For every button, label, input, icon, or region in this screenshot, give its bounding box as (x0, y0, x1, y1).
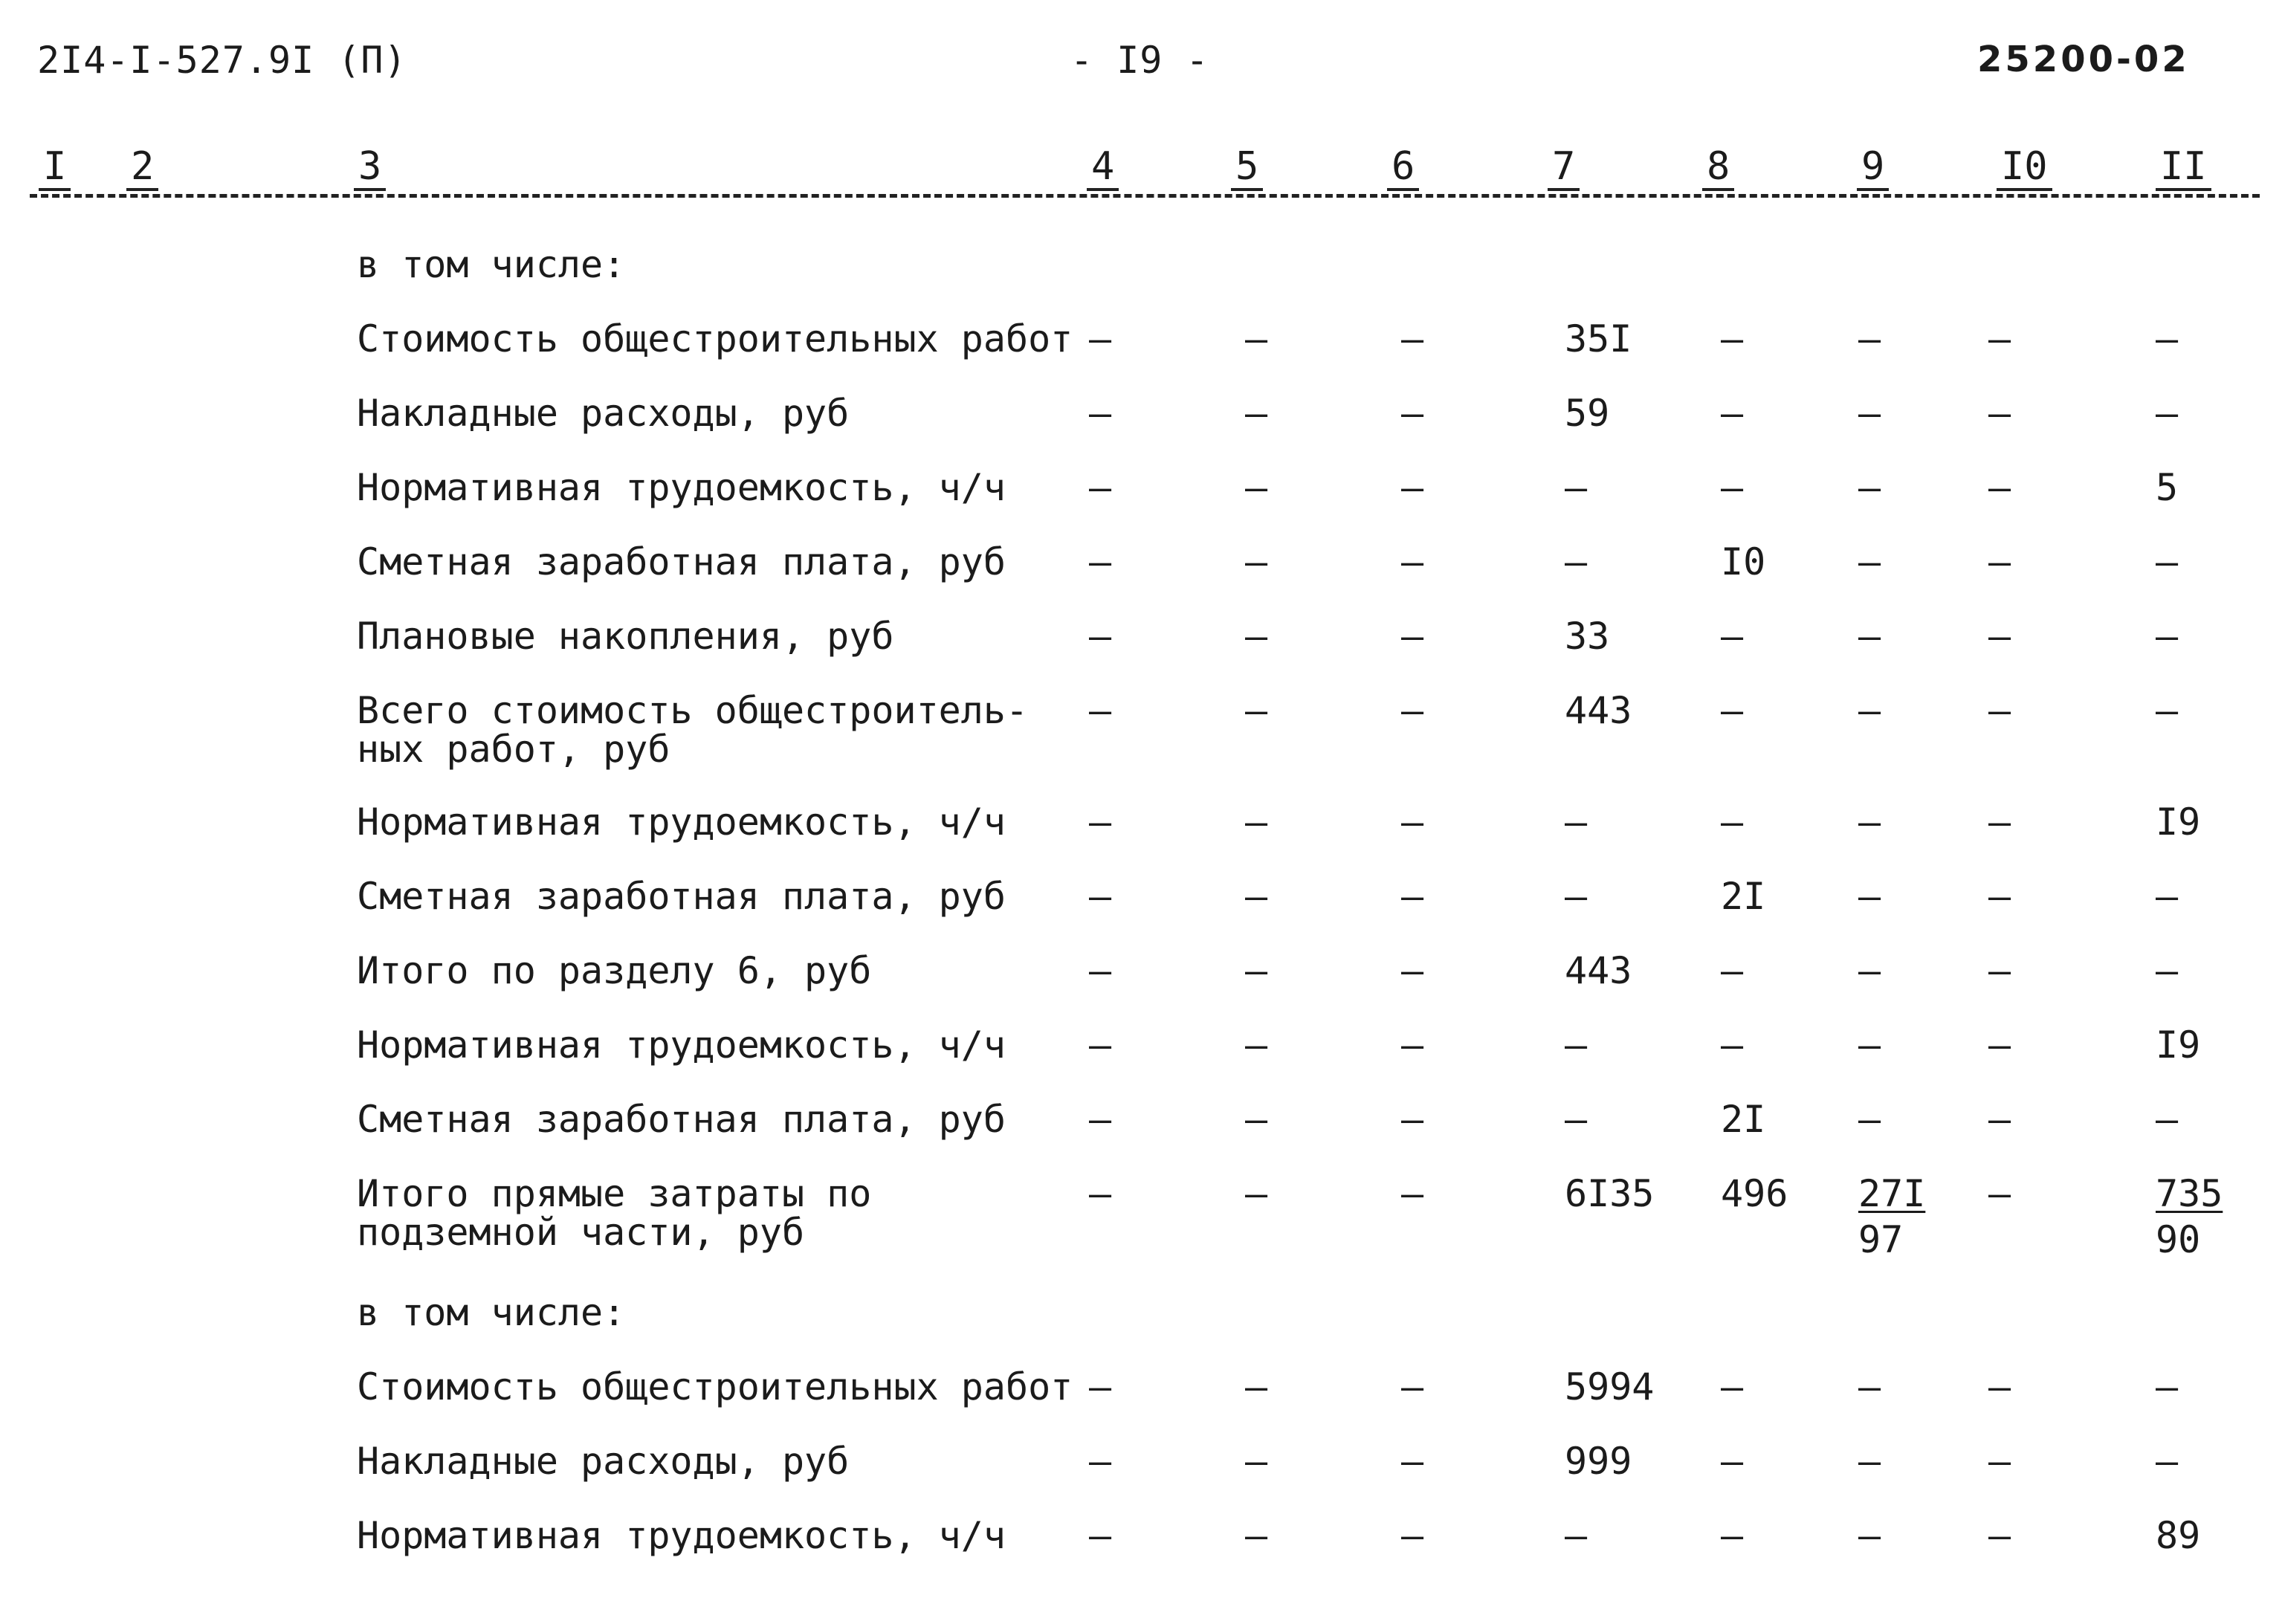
row-label: Итого прямые затраты по подземной части, руб (357, 1172, 872, 1254)
table-cell-col-5: – (1245, 615, 1268, 658)
table-cell-col-6: – (1401, 1514, 1424, 1557)
row-label: Стоимость общестроительных работ (357, 317, 1073, 360)
table-cell-col-9: – (1858, 1023, 1881, 1067)
table-cell-col-7: – (1565, 466, 1588, 509)
table-cell-col-7: – (1565, 875, 1588, 918)
table-cell-col-11: I9 (2156, 800, 2201, 844)
table-cell-col-11: – (2156, 392, 2179, 435)
table-cell-col-9: – (1858, 689, 1881, 732)
table-cell-col-10: – (1988, 689, 2011, 732)
column-number-7: 7 (1548, 145, 1580, 191)
table-cell-col-5: – (1245, 466, 1268, 509)
table-cell-col-5: – (1245, 689, 1268, 732)
fraction-numerator: 27I (1858, 1172, 1926, 1215)
table-cell-col-9: – (1858, 392, 1881, 435)
table-cell-col-10: – (1988, 615, 2011, 658)
table-cell-col-7: – (1565, 1514, 1588, 1557)
table-cell-col-6: – (1401, 949, 1424, 992)
column-number-8: 8 (1702, 145, 1734, 191)
row-label: Нормативная трудоемкость, ч/ч (357, 1023, 1006, 1067)
table-cell-col-9: – (1858, 317, 1881, 360)
table-cell-col-6: – (1401, 1440, 1424, 1483)
table-cell-col-9: – (1858, 1098, 1881, 1141)
row-label: Нормативная трудоемкость, ч/ч (357, 1514, 1006, 1557)
fraction-numerator: 735 (2156, 1172, 2223, 1215)
fraction-denominator: 97 (1858, 1218, 1904, 1261)
table-cell-col-7: 5994 (1565, 1365, 1655, 1408)
table-cell-col-8: – (1721, 317, 1744, 360)
table-cell-col-7: – (1565, 800, 1588, 844)
table-cell-col-9: – (1858, 1440, 1881, 1483)
table-cell-col-8: – (1721, 466, 1744, 509)
table-cell-col-4: – (1089, 689, 1112, 732)
column-number-4: 4 (1087, 145, 1119, 191)
row-label: в том числе: (357, 243, 626, 286)
table-cell-col-6: – (1401, 392, 1424, 435)
table-cell-col-10: – (1988, 800, 2011, 844)
table-cell-col-4: – (1089, 875, 1112, 918)
page-number: - I9 - (1070, 39, 1209, 82)
table-cell-col-7: 35I (1565, 317, 1632, 360)
table-cell-col-11: – (2156, 540, 2179, 583)
row-label: Накладные расходы, руб (357, 1440, 850, 1483)
row-label: Всего стоимость общестроитель- ных работ, руб (357, 689, 1029, 771)
column-header-dashed-rule (30, 194, 2260, 198)
table-cell-col-10: – (1988, 466, 2011, 509)
row-label: Нормативная трудоемкость, ч/ч (357, 800, 1006, 844)
table-cell-col-9: – (1858, 615, 1881, 658)
table-cell-col-5: – (1245, 875, 1268, 918)
table-cell-col-8: I0 (1721, 540, 1766, 583)
row-label: Сметная заработная плата, руб (357, 1098, 1006, 1141)
table-cell-col-7: 33 (1565, 615, 1610, 658)
table-cell-col-7: 443 (1565, 949, 1632, 992)
table-cell-col-10: – (1988, 540, 2011, 583)
column-number-10: I0 (1997, 145, 2052, 191)
table-cell-col-11: – (2156, 1098, 2179, 1141)
column-number-3: 3 (354, 145, 386, 191)
table-cell-col-8: – (1721, 1514, 1744, 1557)
table-cell-col-6: – (1401, 1023, 1424, 1067)
table-cell-col-11: 5 (2156, 466, 2179, 509)
table-cell-col-6: – (1401, 800, 1424, 844)
table-cell-col-10: – (1988, 1365, 2011, 1408)
fraction-denominator: 90 (2156, 1218, 2201, 1261)
table-cell-col-6: – (1401, 1172, 1424, 1215)
table-cell-col-11: I9 (2156, 1023, 2201, 1067)
document-code: 2I4-I-527.9I (П) (37, 39, 407, 82)
table-cell-col-5: – (1245, 1098, 1268, 1141)
row-label: Плановые накопления, руб (357, 615, 894, 658)
table-cell-col-5: – (1245, 1023, 1268, 1067)
table-cell-col-4: – (1089, 1514, 1112, 1557)
table-cell-col-4: – (1089, 1440, 1112, 1483)
row-label: Накладные расходы, руб (357, 392, 850, 435)
table-cell-col-11: – (2156, 1365, 2179, 1408)
album-code: 25200-02 (1977, 39, 2190, 80)
table-cell-col-5: – (1245, 540, 1268, 583)
table-cell-col-5: – (1245, 1365, 1268, 1408)
table-cell-col-11: – (2156, 317, 2179, 360)
table-cell-col-4: – (1089, 466, 1112, 509)
table-cell-col-5: – (1245, 392, 1268, 435)
table-cell-col-6: – (1401, 1098, 1424, 1141)
table-cell-col-10: – (1988, 1098, 2011, 1141)
column-number-9: 9 (1857, 145, 1889, 191)
table-cell-col-10: – (1988, 1514, 2011, 1557)
column-number-5: 5 (1231, 145, 1263, 191)
row-label: Нормативная трудоемкость, ч/ч (357, 466, 1006, 509)
table-cell-col-11: – (2156, 949, 2179, 992)
table-cell-col-9 (1858, 1174, 1925, 1259)
column-numbers-row (0, 145, 2282, 204)
table-cell-col-8: – (1721, 1440, 1744, 1483)
table-cell-col-5: – (1245, 1172, 1268, 1215)
table-cell-col-4: – (1089, 1098, 1112, 1141)
column-number-2: 2 (126, 145, 158, 191)
row-label: Сметная заработная плата, руб (357, 875, 1006, 918)
table-cell-col-5: – (1245, 800, 1268, 844)
table-cell-col-11 (2156, 1174, 2223, 1259)
table-cell-col-4: – (1089, 317, 1112, 360)
table-cell-col-4: – (1089, 800, 1112, 844)
table-cell-col-11: 89 (2156, 1514, 2201, 1557)
row-label: в том числе: (357, 1291, 626, 1334)
table-cell-col-8: 2I (1721, 1098, 1766, 1141)
table-cell-col-6: – (1401, 615, 1424, 658)
table-cell-col-6: – (1401, 689, 1424, 732)
table-cell-col-6: – (1401, 875, 1424, 918)
table-cell-col-7: 999 (1565, 1440, 1632, 1483)
table-cell-col-8: 2I (1721, 875, 1766, 918)
table-cell-col-11: – (2156, 1440, 2179, 1483)
table-cell-col-10: – (1988, 1023, 2011, 1067)
table-cell-col-10: – (1988, 949, 2011, 992)
table-cell-col-6: – (1401, 1365, 1424, 1408)
table-cell-col-9: – (1858, 800, 1881, 844)
row-label: Стоимость общестроительных работ (357, 1365, 1073, 1408)
column-number-11: II (2156, 145, 2211, 191)
table-cell-col-11: – (2156, 615, 2179, 658)
table-cell-col-4: – (1089, 1172, 1112, 1215)
table-cell-col-8: 496 (1721, 1172, 1788, 1215)
table-cell-col-5: – (1245, 949, 1268, 992)
table-cell-col-7: 6I35 (1565, 1172, 1655, 1215)
table-cell-col-9: – (1858, 875, 1881, 918)
table-cell-col-10: – (1988, 317, 2011, 360)
table-cell-col-4: – (1089, 1365, 1112, 1408)
column-number-1: I (39, 145, 71, 191)
table-cell-col-6: – (1401, 317, 1424, 360)
table-cell-col-8: – (1721, 1365, 1744, 1408)
table-cell-col-8: – (1721, 615, 1744, 658)
row-label: Сметная заработная плата, руб (357, 540, 1006, 583)
table-cell-col-4: – (1089, 1023, 1112, 1067)
table-cell-col-9: – (1858, 1514, 1881, 1557)
table-cell-col-4: – (1089, 615, 1112, 658)
table-cell-col-7: 443 (1565, 689, 1632, 732)
table-cell-col-10: – (1988, 875, 2011, 918)
table-cell-col-5: – (1245, 1440, 1268, 1483)
table-cell-col-6: – (1401, 540, 1424, 583)
table-cell-col-11: – (2156, 689, 2179, 732)
table-cell-col-8: – (1721, 800, 1744, 844)
table-cell-col-7: 59 (1565, 392, 1610, 435)
table-cell-col-10: – (1988, 1172, 2011, 1215)
table-cell-col-8: – (1721, 392, 1744, 435)
table-cell-col-4: – (1089, 949, 1112, 992)
table-cell-col-8: – (1721, 949, 1744, 992)
table-cell-col-4: – (1089, 540, 1112, 583)
table-cell-col-8: – (1721, 689, 1744, 732)
table-cell-col-4: – (1089, 392, 1112, 435)
table-cell-col-9: – (1858, 949, 1881, 992)
table-cell-col-9: – (1858, 540, 1881, 583)
table-cell-col-5: – (1245, 1514, 1268, 1557)
table-cell-col-9: – (1858, 466, 1881, 509)
table-cell-col-7: – (1565, 1098, 1588, 1141)
table-cell-col-9: – (1858, 1365, 1881, 1408)
table-cell-col-11: – (2156, 875, 2179, 918)
table-cell-col-8: – (1721, 1023, 1744, 1067)
table-cell-col-7: – (1565, 1023, 1588, 1067)
table-cell-col-10: – (1988, 1440, 2011, 1483)
column-number-6: 6 (1387, 145, 1419, 191)
table-cell-col-6: – (1401, 466, 1424, 509)
table-cell-col-10: – (1988, 392, 2011, 435)
row-label: Итого по разделу 6, руб (357, 949, 872, 992)
table-cell-col-7: – (1565, 540, 1588, 583)
table-cell-col-5: – (1245, 317, 1268, 360)
